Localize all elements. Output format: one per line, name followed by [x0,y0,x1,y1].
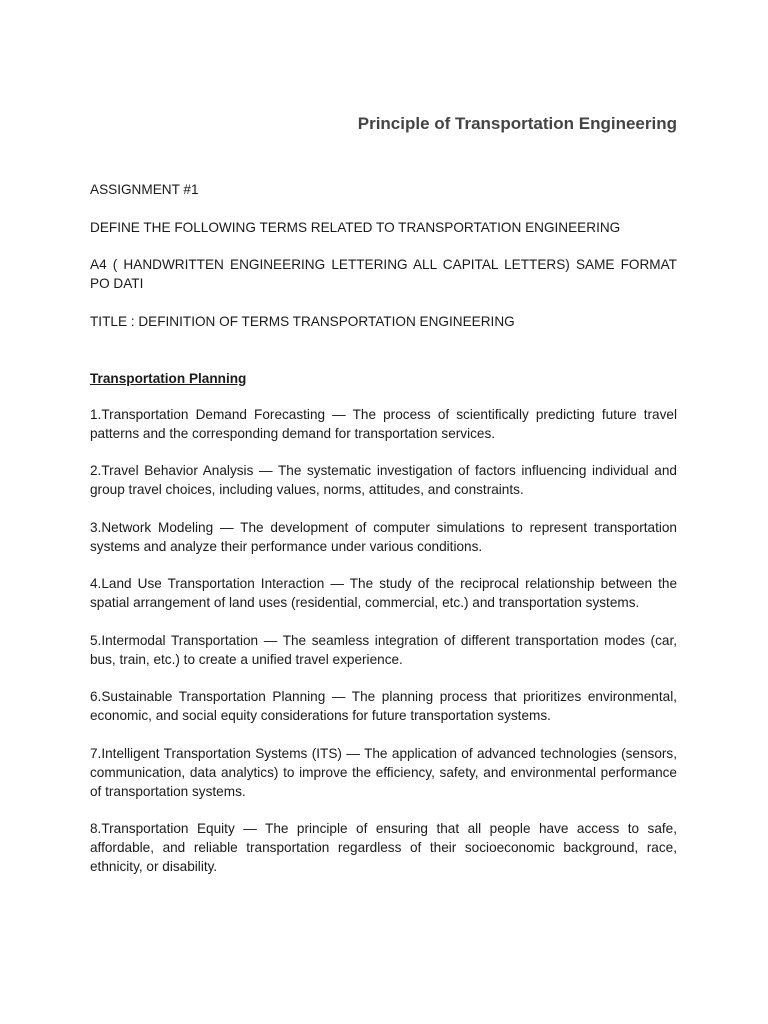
section-heading: Transportation Planning [90,370,247,386]
definition-item: 1.Transportation Demand Forecasting — The process of scientifically predicting future travel patterns and the corresponding demand for transportation services. [90,406,677,441]
document-body [90,180,677,895]
definition-item: 7.Intelligent Transportation Systems (ITS) — The application of advanced technologies (sensors, communication, data analytics) to improve the efficiency, safety, and environmental performance of transportation systems. [90,745,677,799]
definition-item: 6.Sustainable Transportation Planning — The planning process that prioritizes environmental, economic, and social equity considerations for future transportation systems. [90,689,677,723]
definition-item: 3.Network Modeling — The development of computer simulations to represent transportation systems and analyze their performance under various conditions. [90,519,677,554]
assignment-label: ASSIGNMENT #1 [90,182,199,197]
instruction-text: DEFINE THE FOLLOWING TERMS RELATED TO TRANSPORTATION ENGINEERING [90,219,621,235]
definition-list [90,405,677,877]
document-title: Principle of Transportation Engineering [357,114,677,133]
definition-item: 8.Transportation Equity — The principle of ensuring that all people have access to safe, affordable, and reliable transportation regardless of their socioeconomic background, race, ethnicity, or disability. [90,821,677,874]
definition-item: 4.Land Use Transportation Interaction — The study of the reciprocal relationship between the spatial arrangement of land uses (residential, commercial, etc.) and transportation systems. [90,576,677,610]
definition-item: 5.Intermodal Transportation — The seamless integration of different transportation modes (car, bus, train, etc.) to create a unified travel experience. [90,632,677,667]
definition-item: 2.Travel Behavior Analysis — The systematic investigation of factors influencing individual and group travel choices, including values, norms, attitudes, and constraints. [90,463,677,497]
title-line: TITLE : DEFINITION OF TERMS TRANSPORTATION ENGINEERING [90,313,515,329]
format-note: A4 ( HANDWRITTEN ENGINEERING LETTERING ALL CAPITAL LETTERS) SAME FORMAT PO DATI [90,257,677,291]
